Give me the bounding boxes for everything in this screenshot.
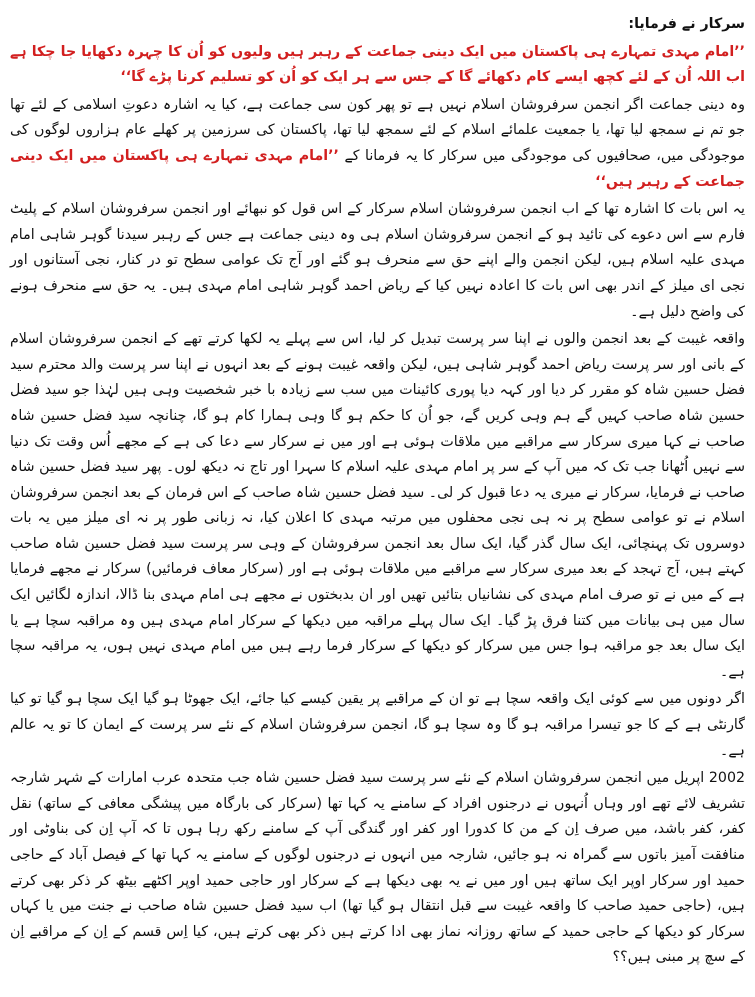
paragraph-4: اگر دونوں میں سے کوئی ایک واقعہ سچا ہے تو ان کے مراقبے پر یقین کیسے کیا جائے، ایک جھوٹا ہو گیا ایک سچا ہو گیا تو کیا گارنٹی ہے کے کا جو تیسرا مراقبہ ہو گا وہ سچا ہو گا، انجمن سرفروشان اسلام کے نئے سر پرست کے ایمان کا تو یہ عالم ہے۔	[10, 691, 745, 759]
section-heading: سرکار نے فرمایا:	[628, 16, 745, 32]
paragraph-5: 2002 اپریل میں انجمن سرفروشان اسلام کے نئے سر پرست سید فضل حسین شاہ جب متحدہ عرب امارات کے شہر شارجہ تشریف لائے تھے اور وہاں اُنہوں نے درجنوں افراد کے سامنے یہ کہا تھا (سرکار کی بارگاہ میں پیشگی معافی کے ساتھ) نقل کفر، کفر باشد، میں صرف اِن کے من کا کدورا اور کفر اور گندگی آپ کے سامنے رکھ رہا ہوں تا کہ آپ اِن کی بناوٹی اور منافقت آمیز باتوں سے گمراہ نہ ہو جائیں، شارجہ میں انہوں نے درجنوں لوگوں کے سامنے یہ کہا تھا کے فیصل آباد کے حاجی حمید اور سرکار اوپر ایک ساتھ ہیں اور میں نے یہ بھی دیکھا ہے کے سرکار اور حاجی حمید اوپر اکٹھے بیٹھ کر ذکر بھی کرتے ہیں، (حاجی حمید صاحب کا واقعہ غیبت سے قبل انتقال ہو گیا تھا) اب سید فضل حسین شاہ صاحب نے جنت میں یا کہاں سرکار کو دیکھا کے حاجی حمید کے ساتھ روزانہ نماز بھی ادا کرتے ہیں ذکر بھی کرتے ہیں، کیا اِس قسم کے اِن کے مراقبے اِن کے سچ پر مبنی ہیں؟؟	[10, 770, 745, 966]
paragraph-1-text: وہ دینی جماعت اگر انجمن سرفروشان اسلام نہیں ہے تو پھر کون سی جماعت ہے، کیا یہ اشارہ دعوتِ اسلامی کے لئے تھا جو تم نے سمجھ لیا تھا، یا جمعیت علمائے اسلام کے لئے سمجھ لیا تھا، پاکستان کی سرزمین پر کھلے عام ہزاروں لوگوں کی موجودگی میں، صحافیوں کی موجودگی میں سرکار کا یہ فرمانا کے	[10, 96, 745, 164]
paragraph-3: واقعہ غیبت کے بعد انجمن والوں نے اپنا سر پرست تبدیل کر لیا، اس سے پہلے یہ لکھا کرتے تھے کے انجمن سرفروشان اسلام کے بانی اور سر پرست ریاض احمد گوہر شاہی ہیں، لیکن واقعہ غیبت ہونے کے بعد انہوں نے اپنا سر پرست والد محترم سید فضل حسین شاہ کو مقرر کر دیا اور کہہ دیا پوری کائینات میں سب سے زیادہ با خبر شخصیت وہی ہیں لہٰذا جو سید فضل حسین شاہ صاحب کہیں گے ہم وہی کریں گے، جو اُن کا حکم ہو گا وہی ہمارا کام ہو گا، چنانچہ سید فضل حسین شاہ صاحب نے کہا میری سرکار سے مراقبے میں ملاقات ہوئی ہے اور میں نے سرکار سے دعا کی ہے کے مجھے اُس وقت تک دنیا سے نہیں اُٹھانا جب تک کہ میں آپ کے سر پر امام مہدی علیہ اسلام کا سہرا اور تاج نہ دیکھ لوں۔ پھر سید فضل حسین شاہ صاحب نے فرمایا، سرکار نے میری یہ دعا قبول کر لی۔ سید فضل حسین شاہ صاحب کے اس فرمان کے بعد انجمن سرفروشان اسلام نے تو عوامی سطح پر نہ ہی نجی محفلوں میں مرتبہ مہدی کا اعلان کیا، نہ زبانی طور پر نہ ای میلز میں یہ بات دوسروں تک پہنچائی، ایک سال گذر گیا، ایک سال بعد انجمن سرفروشان کے وہی سر پرست سید فضل حسین شاہ صاحب کہتے ہیں، آج تہجد کے بعد میری سرکار سے مراقبے میں ملاقات ہوئی ہے اور (سرکار معاف فرمائیں) سرکار نے مجھے فرمایا ہے کے میں نے تو صرف امام مہدی کی نشانیاں بتائیں تھیں اور ان بدبختوں نے مجھے ہی امام مہدی بنا ڈالا، اندازہ لگائیں ایک سال میں ہی بیانات میں کتنا فرق پڑ گیا۔ ایک سال پہلے مراقبہ میں دیکھا کے سرکار امام مہدی ہیں وہ مراقبہ سچا ہے یا ایک سال بعد جو مراقبہ ہوا جس میں سرکار کو دیکھا کے سرکار فرما رہے ہیں میں امام مہدی نہیں ہوں، یہ مراقبہ سچا ہے۔	[10, 331, 745, 680]
paragraph-2: یہ اس بات کا اشارہ تھا کے اب انجمن سرفروشان اسلام سرکار کے اس قول کو نبھائے اور انجمن سرفروشان اسلام کے پلیٹ فارم سے اس دعوے کی تائید ہو کے انجمن سرفروشان اسلام ہی وہ دینی جماعت ہے جس کے رہبر سیدنا گوہر شاہی امام مہدی علیہ اسلام ہیں، لیکن انجمن والے اپنے حق سے منحرف ہو گئے اور آج تک عوامی سطح تو در کنار، نجی آستانوں اور نجی ای میلز کے اندر بھی اس بات کا اعادہ نہیں کیا کے ریاض احمد گوہر شاہی امام مہدی ہیں۔ یہ حق سے منحرف ہونے کی واضح دلیل ہے۔	[10, 201, 745, 320]
red-quote-imam-mahdi: ’’امام مہدی تمہارے ہی پاکستان میں ایک دینی جماعت کے رہبر ہیں ولیوں کو اُن کا چہرہ دکھایا جا چکا ہے اب اللہ اُن کے لئے کچھ ایسے کام دکھائے گا کے جس سے ہر ایک کو اُن کو تسلیم کرنا پڑے گا‘‘	[10, 43, 745, 86]
paragraph-1-red-quote: ’’امام مہدی تمہارے ہی پاکستان میں ایک دینی جماعت کے رہبر ہیں‘‘	[10, 147, 745, 190]
article-page	[10, 8, 745, 973]
paragraph-1	[10, 93, 745, 195]
